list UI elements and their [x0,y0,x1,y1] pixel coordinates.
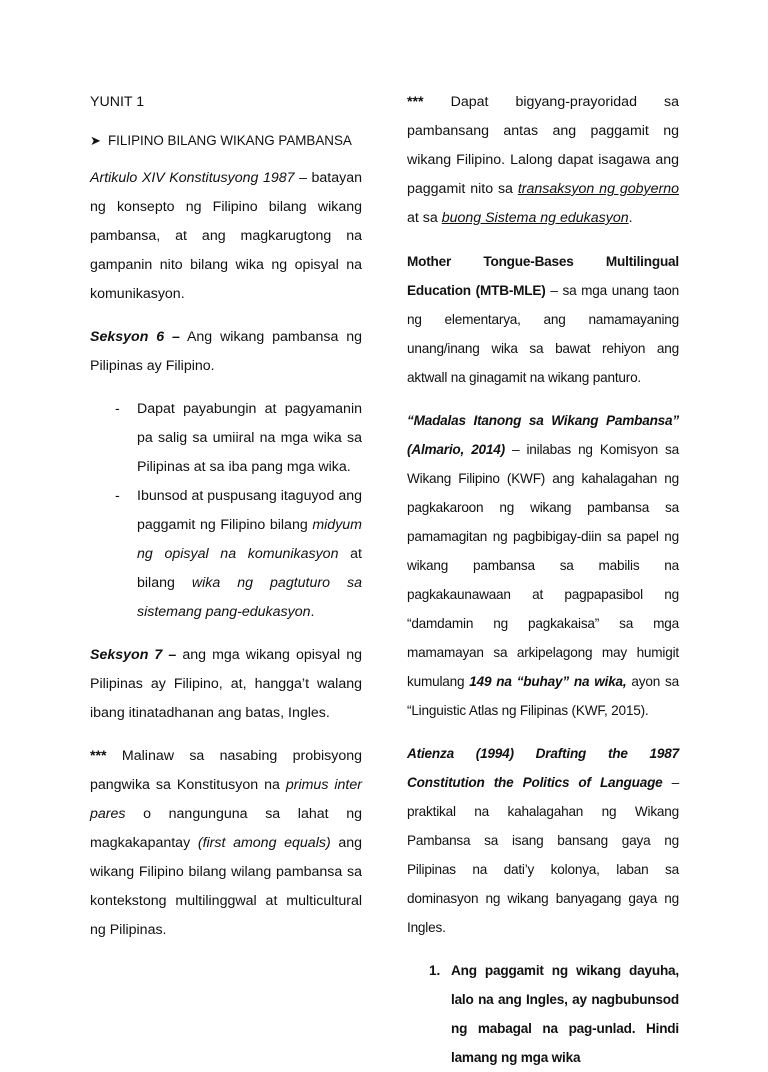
right-note-paragraph: *** Dapat bigyang-prayoridad sa pambansang antas ang paggamit ng wikang Filipino. Lalong dapat isagawa ang paggamit nito sa transaksyon ng gobyerno at sa buong Sistema ng edukasyon. [407,94,679,226]
section-heading-text: FILIPINO BILANG WIKANG PAMBANSA [108,133,352,148]
seksyon6-paragraph [90,323,362,381]
atienza-paragraph [407,739,679,942]
list-item: - Dapat payabungin at pagyamanin pa salig sa umiiral na mga wika sa Pilipinas at sa iba pang mga wika. [115,395,362,482]
seksyon6-text: Ang wikang pambansa ng Pilipinas ay Filipino. [90,329,362,374]
atienza-title: Atienza (1994) Drafting the 1987 Constitution the Politics of Language [407,746,679,790]
atienza-text: – praktikal na kahalagahan ng Wikang Pambansa sa isang bansang gaya ng Pilipinas na dati’y kolonya, laban sa dominasyon ng wikang banyagang gaya ng Ingles. [407,775,679,935]
seksyon7-text: ang mga wikang opisyal ng Pilipinas ay Filipino, at, hangga’t walang ibang itinatadhanan ang batas, Ingles. [90,647,362,721]
list-item: - Ibunsod at puspusang itaguyod ang paggamit ng Filipino bilang midyum ng opisyal na komunikasyon at bilang wika ng pagtuturo sa sistemang pang-edukasyon. [115,482,362,627]
section-heading [90,126,362,155]
madalas-paragraph: “Madalas Itanong sa Wikang Pambansa” (Almario, 2014) – inilabas ng Komisyon sa Wikang Filipino (KWF) ang kahalagahan ng pagkakaroon ng wikang pambansa sa pamamagitan ng pagbibigay-diin sa papel ng wikang pambansa sa mabilis na pagkakaunawaan at pagpapasibol ng “damdamin ng pagkakaisa” sa mga mamamayan sa arkipelagong may humigit kumulang 149 na “buhay” na wika, ayon sa “Linguistic Atlas ng Filipinas (KWF, 2015). [407,413,679,718]
seksyon6-label: Seksyon 6 – [90,329,180,345]
seksyon7-paragraph [90,641,362,728]
bullet2-text: Ibunsod at puspusang itaguyod ang paggamit ng Filipino bilang midyum ng opisyal na komunikasyon at bilang wika ng pagtuturo sa sistemang pang-edukasyon. [137,488,362,620]
right-column [407,88,679,1072]
note-stars: *** [90,748,107,764]
list-item [429,956,679,1072]
list1-text: Ang paggamit ng wikang dayuha, lalo na ang Ingles, ay nagbubunsod ng mabagal na pag-unlad. Hindi lamang ng mga wika [451,963,679,1065]
left-column [90,88,362,945]
list-number: 1. [429,963,441,978]
left-note-paragraph: *** Malinaw sa nasabing probisyong pangwika sa Konstitusyon na primus inter pares o nangunguna sa lahat ng magkakapantay (first among equals) ang wikang Filipino bilang wilang pambansa sa kontekstong multilinggwal at multicultural ng Pilipinas. [90,748,363,938]
note-stars: *** [407,94,424,110]
mtb-title: Mother Tongue-Bases Multilingual Education (MTB-MLE) [407,254,679,298]
madalas-title: “Madalas Itanong sa Wikang Pambansa” (Almario, 2014) [407,413,679,457]
artikulo-paragraph [90,164,362,309]
arrow-bullet-icon: ➤ [90,133,101,148]
unit-title: YUNIT 1 [90,94,145,110]
artikulo-title: Artikulo XIV Konstitusyong 1987 [90,170,295,186]
bullet1-text: Dapat payabungin at pagyamanin pa salig sa umiiral na mga wika sa Pilipinas at sa iba pang mga wika. [137,401,362,475]
artikulo-text: – batayan ng konsepto ng Filipino bilang wikang pambansa, at ang magkarugtong na gampanin nito bilang wika ng opisyal na komunikasyon. [90,170,362,302]
mtb-paragraph [407,247,679,392]
seksyon7-label: Seksyon 7 – [90,647,177,663]
mtb-text: – sa mga unang taon ng elementarya, ang namamayaning unang/inang wika sa bawat rehiyon ang aktwall na ginagamit na wikang panturo. [407,283,679,385]
